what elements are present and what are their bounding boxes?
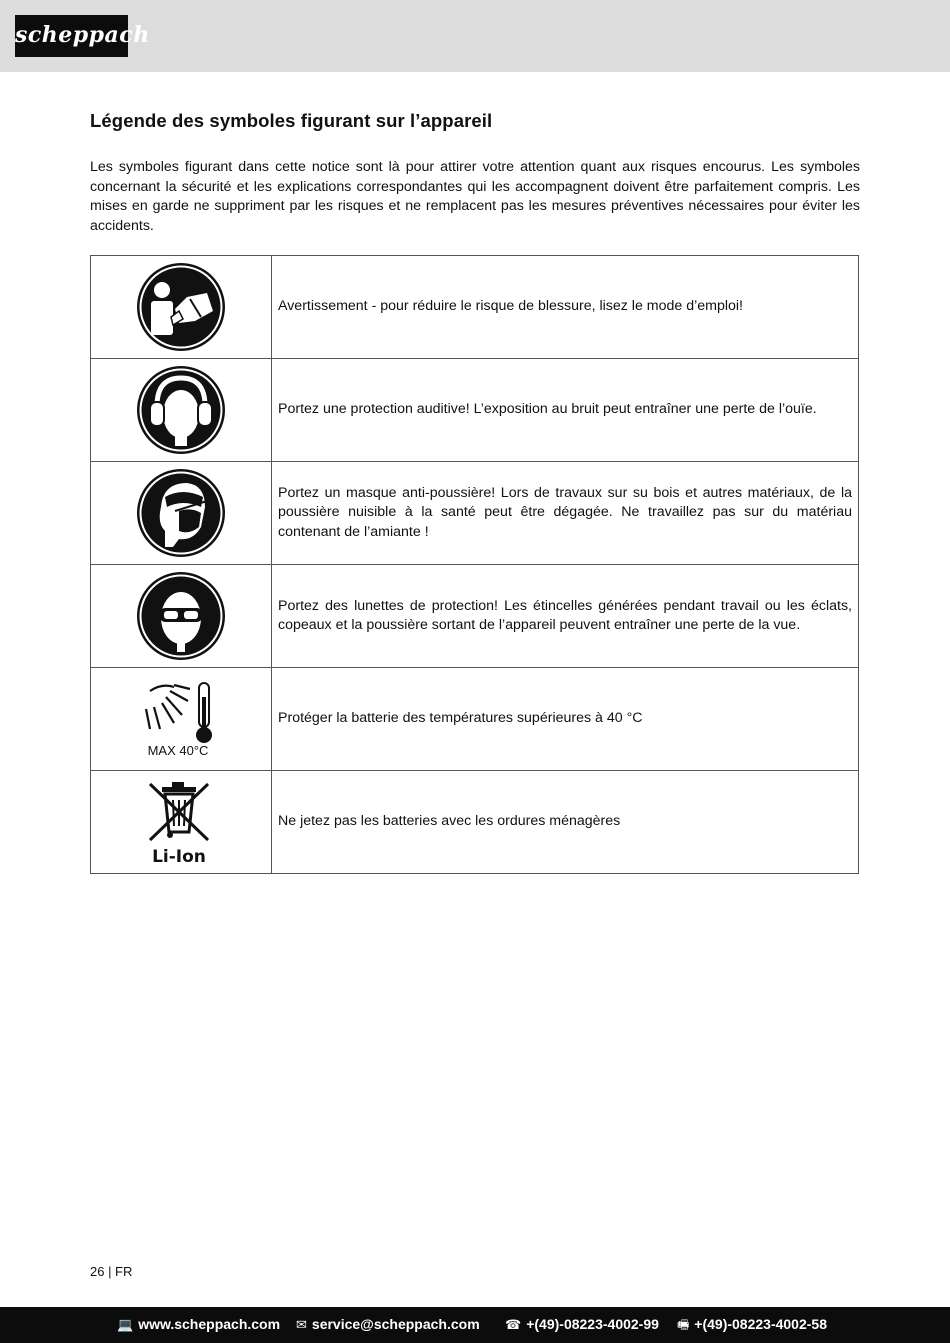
symbol-icon-cell (91, 256, 272, 359)
phone-icon: ☎ (505, 1317, 522, 1332)
email-link[interactable]: service@scheppach.com (311, 1316, 480, 1332)
page-number: 26 | FR (90, 1264, 133, 1279)
symbol-description: Portez une protection auditive! L’exposition au bruit peut entraîner une perte de l’ouïe. (272, 359, 859, 462)
footer-fax[interactable] (677, 1316, 827, 1338)
symbols-table (90, 255, 859, 874)
ear-protection-icon (135, 364, 227, 456)
fax-icon: 🖷 (677, 1317, 690, 1332)
symbol-icon-cell (91, 565, 272, 668)
crossed-bin-icon (136, 778, 226, 866)
envelope-icon: ✉ (296, 1317, 307, 1332)
safety-glasses-icon (135, 570, 227, 662)
footer-bar (0, 1307, 950, 1343)
fax-number[interactable]: +(49)-08223-4002-58 (694, 1316, 827, 1332)
symbol-row-crossed-bin (91, 771, 859, 874)
symbol-row-ear-protection (91, 359, 859, 462)
footer-phone[interactable] (505, 1316, 659, 1333)
symbol-description: Avertissement - pour réduire le risque de blessure, lisez le mode d’emploi! (272, 256, 859, 359)
symbol-icon-cell (91, 771, 272, 874)
read-manual-icon (135, 261, 227, 353)
symbol-description: Ne jetez pas les batteries avec les ordures ménagères (272, 771, 859, 874)
max-temperature-icon (136, 679, 226, 759)
footer-website[interactable] (117, 1316, 280, 1333)
website-link[interactable]: www.scheppach.com (138, 1316, 281, 1332)
page-title: Légende des symboles figurant sur l’appareil (90, 110, 493, 131)
max-temperature-label: MAX 40°C (147, 743, 209, 758)
phone-number[interactable]: +(49)-08223-4002-99 (526, 1316, 659, 1332)
symbol-icon-cell (91, 668, 272, 771)
dust-mask-icon (135, 467, 227, 559)
symbol-icon-cell (91, 359, 272, 462)
symbol-row-safety-glasses (91, 565, 859, 668)
intro-paragraph: Les symboles figurant dans cette notice sont là pour attirer votre attention quant aux risques encourus. Les symboles concernant la sécurité et les explications correspondantes qui les accompagnent doivent être parfaitement compris. Les mises en garde ne suppriment par les risques et ne remplacent pas les mesures préventives nécessaires pour éviter les accidents. (90, 159, 860, 234)
brand-logo[interactable]: scheppach (15, 15, 128, 57)
symbol-row-dust-mask (91, 462, 859, 565)
symbol-description: Portez des lunettes de protection! Les étincelles générées pendant travail ou les éclats, copeaux et la poussière sortant de l’appareil peuvent entraîner une perte de la vue. (272, 565, 859, 668)
symbol-row-read-manual (91, 256, 859, 359)
symbol-description: Protéger la batterie des températures supérieures à 40 °C (272, 668, 859, 771)
symbol-row-max-temperature (91, 668, 859, 771)
symbol-icon-cell (91, 462, 272, 565)
symbol-description: Portez un masque anti-poussière! Lors de travaux sur su bois et autres matériaux, de la poussière nuisible à la santé peut être dégagée. Ne travaillez pas sur du matériau contenant de l’amiante ! (272, 462, 859, 565)
computer-icon: 💻 (117, 1317, 134, 1332)
footer-email[interactable] (296, 1316, 480, 1333)
li-ion-label: Li-Ion (152, 847, 206, 866)
